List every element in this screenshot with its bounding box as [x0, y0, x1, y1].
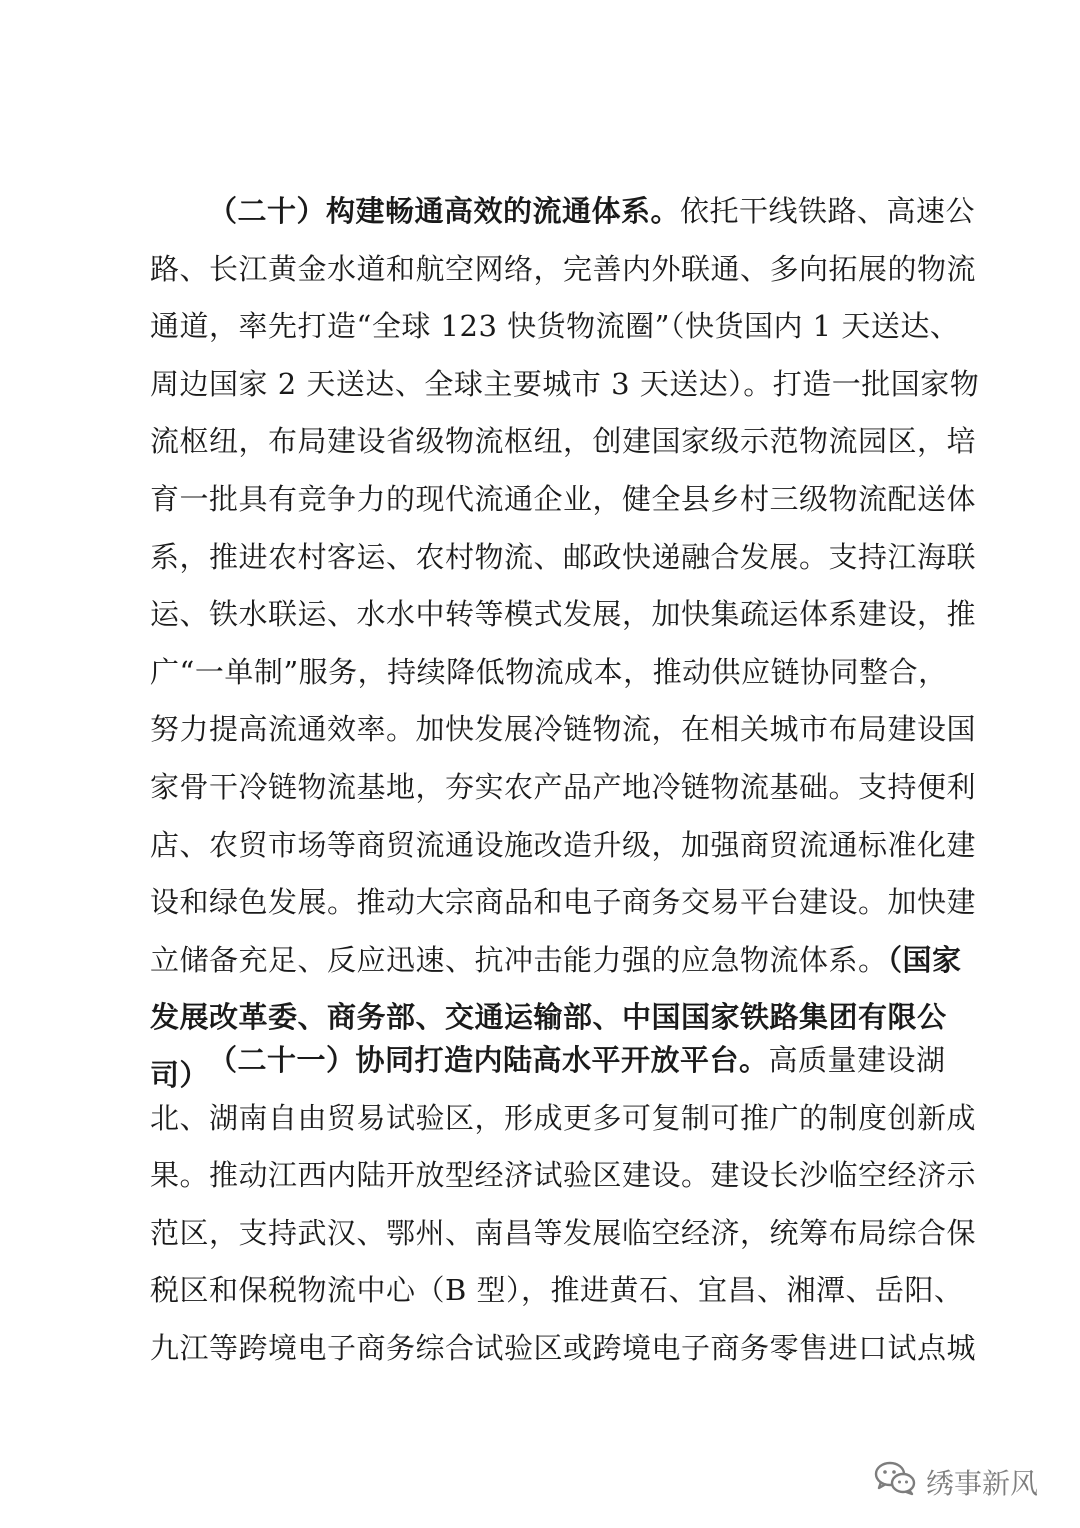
- section-heading: （二十一）协同打造内陆高水平开放平台。: [208, 1043, 769, 1077]
- responsible-agencies: 司）: [150, 1057, 210, 1092]
- text-line: 育一批具有竞争力的现代流通企业，健全县乡村三级物流配送体: [150, 481, 977, 516]
- text-line: 周边国家 2 天送达、全球主要城市 3 天送达）。打造一批国家物: [150, 366, 980, 401]
- text-line: 流枢纽，布局建设省级物流枢纽，创建国家级示范物流园区，培: [150, 424, 977, 459]
- watermark: [874, 1460, 1038, 1503]
- responsible-agencies: （国家: [887, 942, 962, 977]
- text-line: 立储备充足、反应迅速、抗冲击能力强的应急物流体系。（国家: [150, 942, 962, 977]
- text-line: 通道，率先打造“全球 123 快货物流圈”（快货国内 1 天送达、: [150, 309, 960, 344]
- text-line: 系，推进农村客运、农村物流、邮政快递融合发展。支持江海联: [150, 539, 977, 574]
- text-line: 九江等跨境电子商务综合试验区或跨境电子商务零售进口试点城: [150, 1330, 977, 1365]
- watermark-label: 绣事新风: [925, 1466, 1038, 1500]
- section-21-paragraph: [150, 1032, 977, 1378]
- text-line: 店、农贸市场等商贸流通设施改造升级，加强商贸流通标准化建: [150, 827, 977, 862]
- text-line: 范区，支持武汉、鄂州、南昌等发展临空经济，统筹布局综合保: [150, 1215, 977, 1250]
- text-line: 广“一单制”服务，持续降低物流成本，推动供应链协同整合，: [150, 654, 948, 689]
- text-line: 家骨干冷链物流基地，夯实农产品产地冷链物流基础。支持便利: [150, 769, 977, 804]
- text-line: 运、铁水联运、水水中转等模式发展，加快集疏运体系建设，推: [150, 597, 977, 632]
- wechat-icon: [874, 1460, 916, 1503]
- text-line: 北、湖南自由贸易试验区，形成更多可复制可推广的制度创新成: [150, 1100, 977, 1135]
- section-20-paragraph: [150, 183, 980, 1105]
- text-line: 设和绿色发展。推动大宗商品和电子商务交易平台建设。加快建: [150, 885, 977, 920]
- responsible-agencies: 发展改革委、商务部、交通运输部、中国国家铁路集团有限公: [150, 1000, 947, 1035]
- text-line: （二十一）协同打造内陆高水平开放平台。高质量建设湖: [208, 1043, 946, 1077]
- text-line: 税区和保税物流中心（B 型），推进黄石、宜昌、湘潭、岳阳、: [150, 1273, 964, 1308]
- text-line: 努力提高流通效率。加快发展冷链物流，在相关城市布局建设国: [150, 712, 977, 747]
- text-line: （二十）构建畅通高效的流通体系。依托干线铁路、高速公: [208, 194, 976, 228]
- text-line: 果。推动江西内陆开放型经济试验区建设。建设长沙临空经济示: [150, 1158, 977, 1193]
- text-line: 路、长江黄金水道和航空网络，完善内外联通、多向拓展的物流: [150, 251, 977, 286]
- section-heading: （二十）构建畅通高效的流通体系。: [208, 194, 681, 228]
